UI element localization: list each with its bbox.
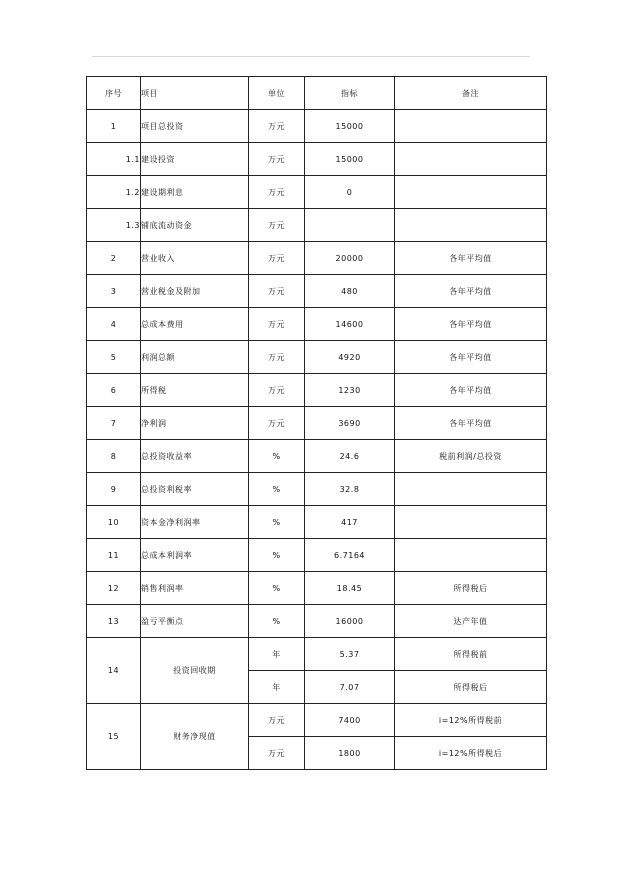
table-row — [87, 605, 547, 638]
table-row — [87, 143, 547, 176]
table-row — [87, 638, 547, 671]
row-value: 5.37 — [305, 638, 395, 671]
row-seq: 11 — [87, 539, 141, 572]
row-seq: 6 — [87, 374, 141, 407]
table-row — [87, 275, 547, 308]
row-remark — [395, 539, 547, 572]
row-unit: % — [249, 440, 305, 473]
row-seq: 1.1 — [87, 143, 141, 176]
row-unit: % — [249, 539, 305, 572]
row-value: 18.45 — [305, 572, 395, 605]
row-remark: 所得税后 — [395, 671, 547, 704]
row-seq: 1.3 — [87, 209, 141, 242]
row-value: 14600 — [305, 308, 395, 341]
row-item: 营业收入 — [141, 242, 249, 275]
row-unit: 万元 — [249, 110, 305, 143]
row-unit: 万元 — [249, 407, 305, 440]
row-unit: 万元 — [249, 704, 305, 737]
row-remark: 所得税前 — [395, 638, 547, 671]
row-value: 7.07 — [305, 671, 395, 704]
row-value: 3690 — [305, 407, 395, 440]
row-item: 项目总投资 — [141, 110, 249, 143]
row-value: 15000 — [305, 110, 395, 143]
row-item: 销售利润率 — [141, 572, 249, 605]
table-row — [87, 539, 547, 572]
row-seq: 1 — [87, 110, 141, 143]
row-seq: 15 — [87, 704, 141, 770]
row-seq: 3 — [87, 275, 141, 308]
table-row — [87, 242, 547, 275]
row-item: 建设期利息 — [141, 176, 249, 209]
row-remark — [395, 209, 547, 242]
row-seq: 1.2 — [87, 176, 141, 209]
row-remark — [395, 473, 547, 506]
row-unit: % — [249, 572, 305, 605]
header-unit: 单位 — [249, 77, 305, 110]
table-row — [87, 506, 547, 539]
row-item: 铺底流动资金 — [141, 209, 249, 242]
row-seq: 9 — [87, 473, 141, 506]
row-unit: 万元 — [249, 176, 305, 209]
row-seq: 7 — [87, 407, 141, 440]
row-item: 总投资收益率 — [141, 440, 249, 473]
row-item: 利润总额 — [141, 341, 249, 374]
row-item: 净利润 — [141, 407, 249, 440]
header-seq: 序号 — [87, 77, 141, 110]
row-seq: 8 — [87, 440, 141, 473]
row-unit: 年 — [249, 638, 305, 671]
row-item: 资本金净利润率 — [141, 506, 249, 539]
row-item: 营业税金及附加 — [141, 275, 249, 308]
row-remark — [395, 506, 547, 539]
row-remark: 各年平均值 — [395, 275, 547, 308]
row-unit: 万元 — [249, 143, 305, 176]
row-remark: 所得税后 — [395, 572, 547, 605]
row-unit: % — [249, 605, 305, 638]
row-item: 盈亏平衡点 — [141, 605, 249, 638]
row-remark: 各年平均值 — [395, 308, 547, 341]
row-unit: 万元 — [249, 374, 305, 407]
row-seq: 2 — [87, 242, 141, 275]
table-row — [87, 407, 547, 440]
row-remark: i=12%所得税后 — [395, 737, 547, 770]
header-index: 指标 — [305, 77, 395, 110]
row-remark: 税前利润/总投资 — [395, 440, 547, 473]
row-seq: 5 — [87, 341, 141, 374]
row-unit: 万元 — [249, 242, 305, 275]
row-remark — [395, 110, 547, 143]
row-item: 所得税 — [141, 374, 249, 407]
row-value — [305, 209, 395, 242]
table-row — [87, 704, 547, 737]
row-unit: 万元 — [249, 209, 305, 242]
row-seq: 12 — [87, 572, 141, 605]
row-value: 0 — [305, 176, 395, 209]
row-value: 20000 — [305, 242, 395, 275]
row-value: 1800 — [305, 737, 395, 770]
table-row — [87, 473, 547, 506]
row-item: 投资回收期 — [141, 638, 249, 704]
row-remark: i=12%所得税前 — [395, 704, 547, 737]
table-row — [87, 209, 547, 242]
row-value: 16000 — [305, 605, 395, 638]
row-remark: 各年平均值 — [395, 341, 547, 374]
page-header-rule — [92, 56, 530, 57]
row-unit: 万元 — [249, 737, 305, 770]
row-value: 6.7164 — [305, 539, 395, 572]
row-remark: 各年平均值 — [395, 242, 547, 275]
row-remark — [395, 143, 547, 176]
table-row — [87, 110, 547, 143]
row-item: 总成本利润率 — [141, 539, 249, 572]
row-item: 总投资利税率 — [141, 473, 249, 506]
row-value: 480 — [305, 275, 395, 308]
header-item: 项目 — [141, 77, 249, 110]
row-unit: 万元 — [249, 308, 305, 341]
table-row — [87, 572, 547, 605]
row-item: 财务净现值 — [141, 704, 249, 770]
row-unit: % — [249, 506, 305, 539]
row-remark: 各年平均值 — [395, 407, 547, 440]
row-unit: 年 — [249, 671, 305, 704]
row-value: 417 — [305, 506, 395, 539]
row-seq: 4 — [87, 308, 141, 341]
row-value: 4920 — [305, 341, 395, 374]
row-seq: 13 — [87, 605, 141, 638]
row-seq: 10 — [87, 506, 141, 539]
table-row — [87, 374, 547, 407]
row-value: 7400 — [305, 704, 395, 737]
table-row — [87, 308, 547, 341]
row-remark — [395, 176, 547, 209]
table-row — [87, 341, 547, 374]
row-item: 建设投资 — [141, 143, 249, 176]
row-remark: 各年平均值 — [395, 374, 547, 407]
row-unit: 万元 — [249, 341, 305, 374]
row-seq: 14 — [87, 638, 141, 704]
header-remark: 备注 — [395, 77, 547, 110]
row-value: 1230 — [305, 374, 395, 407]
row-value: 32.8 — [305, 473, 395, 506]
table-row — [87, 440, 547, 473]
table-row — [87, 176, 547, 209]
table-header-row — [87, 77, 547, 110]
row-unit: 万元 — [249, 275, 305, 308]
row-value: 15000 — [305, 143, 395, 176]
row-value: 24.6 — [305, 440, 395, 473]
row-unit: % — [249, 473, 305, 506]
row-item: 总成本费用 — [141, 308, 249, 341]
indicator-table — [86, 76, 547, 770]
row-remark: 达产年值 — [395, 605, 547, 638]
